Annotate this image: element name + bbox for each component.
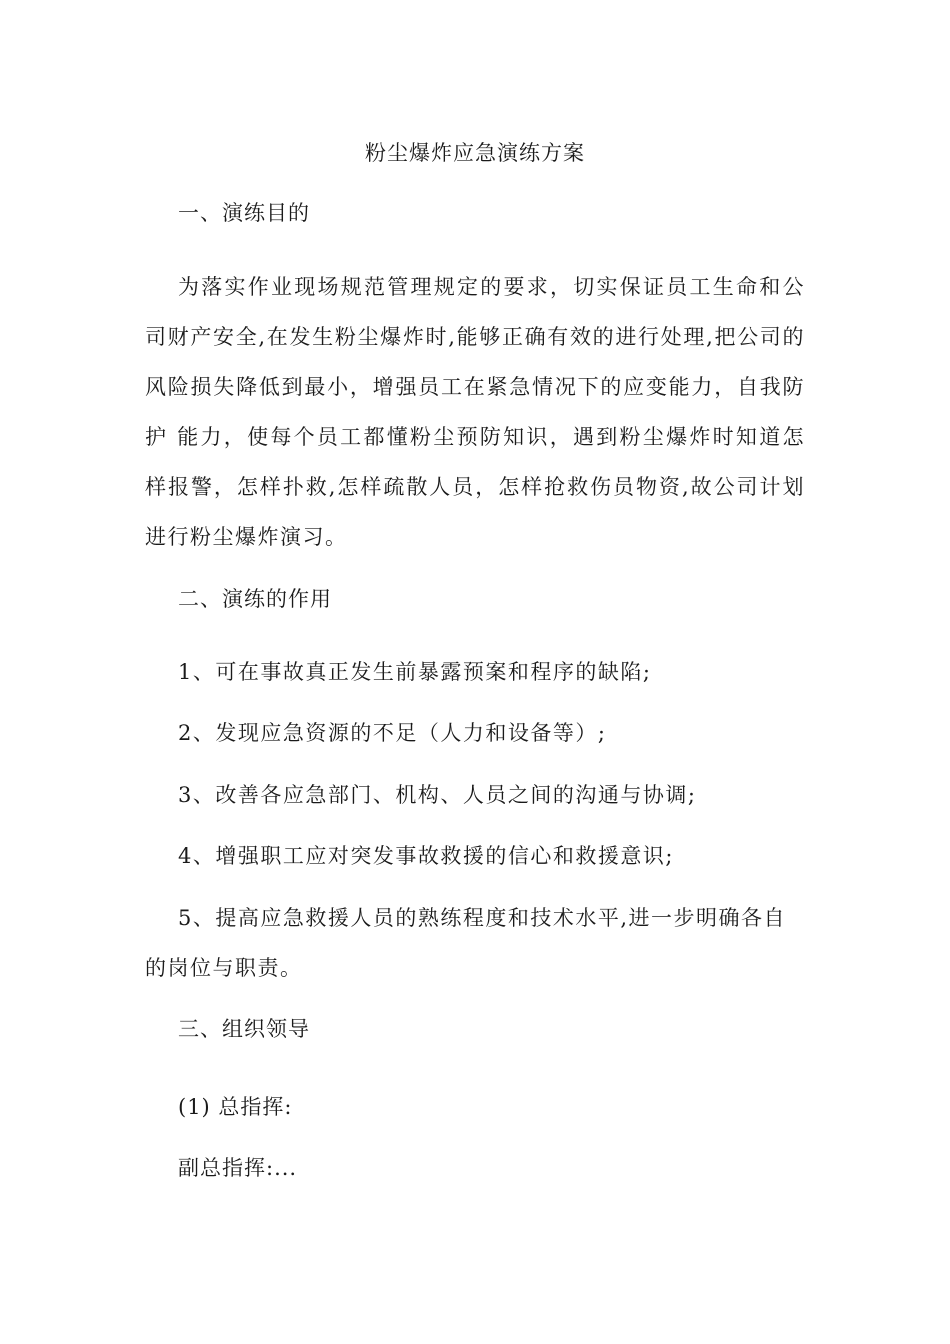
list-item-role-1: 1、可在事故真正发生前暴露预案和程序的缺陷; (178, 660, 652, 684)
deputy-commander-line: 副总指挥:... (178, 1156, 298, 1180)
document-title: 粉尘爆炸应急演练方案 (365, 141, 585, 165)
section-heading-organization: 三、组织领导 (178, 1017, 310, 1041)
list-item-role-4: 4、增强职工应对突发事故救援的信心和救援意识; (178, 844, 674, 868)
section-heading-purpose: 一、演练目的 (178, 201, 310, 225)
list-item-role-2: 2、发现应急资源的不足（人力和设备等）; (178, 721, 607, 745)
list-item-role-5: 5、提高应急救援人员的熟练程度和技术水平,进一步明确各自的岗位与职责。 (145, 906, 787, 980)
commander-line: (1) 总指挥: (178, 1095, 293, 1119)
section-heading-role: 二、演练的作用 (178, 587, 332, 611)
section-paragraph-purpose: 为落实作业现场规范管理规定的要求，切实保证员工生命和公司财产安全,在发生粉尘爆炸时,能够正确有效的进行处理,把公司的风险损失降低到最小，增强员工在紧急情况下的应变能力，自我防护 能力，使每个员工都懂粉尘预防知识，遇到粉尘爆炸时知道怎样报警，怎样扑救,怎样疏散人员，怎样抢救伤员物资,故公司计划进行粉尘爆炸演习。 (145, 275, 805, 549)
list-item-role-3: 3、改善各应急部门、机构、人员之间的沟通与协调; (178, 783, 697, 807)
